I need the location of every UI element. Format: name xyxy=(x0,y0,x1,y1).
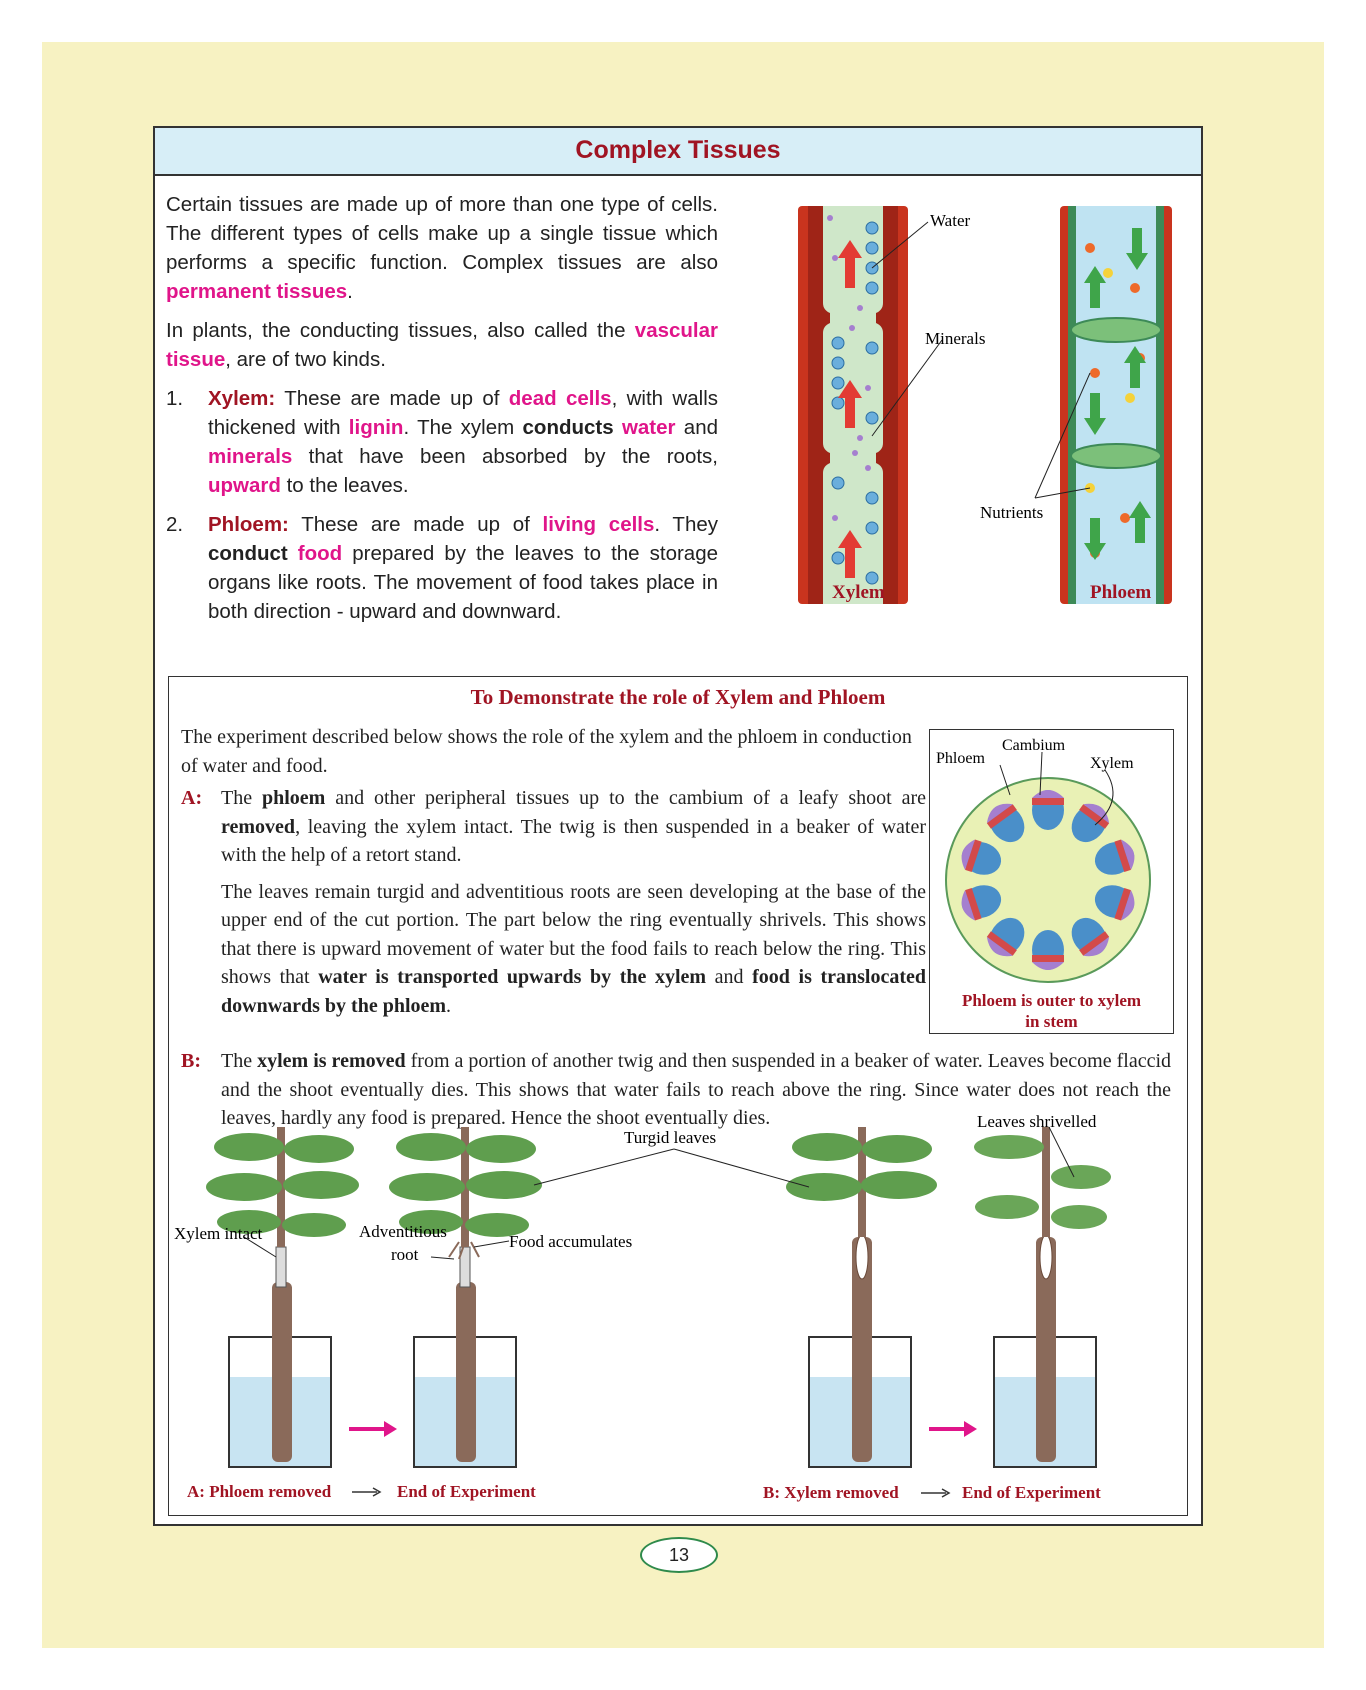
step-a-paragraph-2: The leaves remain turgid and adventitious roots are seen developing at the base of the upper end of the cut portion. The part below the ring eventually shrivels. This shows that there is upward movement of water but the food fails to reach below the ring. This shows that water is transported upwards by the xylem and food is translocated downwards by the phloem. xyxy=(221,880,926,1017)
label-adventitious: Adventitious xyxy=(359,1222,447,1241)
stem-cross-section-diagram xyxy=(930,730,1173,988)
xylem-vessel-diagram xyxy=(798,206,908,604)
caption-a-arrow xyxy=(352,1488,380,1496)
intro-paragraph-2: In plants, the conducting tissues, also called the vascular tissue, are of two kinds. xyxy=(166,319,718,371)
label-xylem: Xylem xyxy=(1090,755,1134,772)
step-a-label: A: xyxy=(181,787,203,809)
label-water: Water xyxy=(930,211,971,230)
step-a xyxy=(181,784,926,1028)
label-phloem: Phloem xyxy=(936,750,985,767)
step-b-paragraph: The xylem is removed from a portion of another twig and then suspended in a beaker of water. Leaves become flaccid and the shoot eventually dies. This shows that water fails to reach above the ring. Since water does not reach the leaves, hardly any food is prepared. Hence the shoot eventually dies. xyxy=(221,1050,1172,1129)
caption-b-arrow xyxy=(921,1489,949,1497)
stem-cross-section-figure xyxy=(929,729,1174,1034)
experiment-illustration xyxy=(169,1107,1187,1507)
label-minerals: Minerals xyxy=(925,329,986,348)
label-root: root xyxy=(391,1245,419,1264)
vascular-tissue-list xyxy=(166,384,718,626)
step-a-paragraph-1: The phloem and other peripheral tissues up to the cambium of a leafy shoot are removed, leaving the xylem intact. The twig is then suspended in a beaker of water with the help of a retort stand. xyxy=(221,787,927,866)
beaker-b-start xyxy=(786,1127,937,1467)
label-food-accumulates: Food accumulates xyxy=(509,1232,633,1251)
list-item-xylem: 1. Xylem: These are made up of dead cells, with walls thickened with lignin. The xylem conducts water and minerals that have been absorbed by the roots, upward to the leaves. xyxy=(166,387,719,497)
label-leaves-shrivelled: Leaves shrivelled xyxy=(977,1112,1097,1131)
label-xylem-intact: Xylem intact xyxy=(174,1224,263,1243)
caption-a-end: End of Experiment xyxy=(397,1482,536,1501)
page-title: Complex Tissues xyxy=(155,128,1201,176)
caption-phloem: Phloem xyxy=(1090,582,1152,603)
list-item-phloem: 2. Phloem: These are made up of living cells. They conduct food prepared by the leaves to the storage organs like roots. The movement of food takes place in both direction - upward and downward. xyxy=(166,513,718,623)
beaker-b-end xyxy=(974,1127,1111,1467)
complex-tissues-panel xyxy=(153,126,1203,1526)
demonstration-title: To Demonstrate the role of Xylem and Phloem xyxy=(470,685,886,709)
caption-a-phloem-removed: A: Phloem removed xyxy=(187,1482,332,1501)
phloem-vessel-diagram xyxy=(1060,206,1172,604)
beaker-a-end xyxy=(389,1127,542,1467)
step-b-label: B: xyxy=(181,1050,201,1072)
label-cambium: Cambium xyxy=(1002,737,1066,754)
caption-b-end: End of Experiment xyxy=(962,1483,1101,1502)
stem-figure-caption: Phloem is outer to xylem in stem xyxy=(961,991,1142,1031)
label-nutrients: Nutrients xyxy=(980,503,1044,522)
intro-paragraph-1: Certain tissues are made up of more than one type of cells. The different types of cells make up a single tissue which performs a specific function. Complex tissues are also permanent tissues. xyxy=(166,193,718,303)
intro-text xyxy=(166,190,718,636)
demonstration-intro: The experiment described below shows the role of the xylem and the phloem in conduction of water and food. xyxy=(181,726,912,777)
caption-xylem: Xylem xyxy=(832,582,885,603)
page-number: 13 xyxy=(640,1537,718,1573)
demonstration-box xyxy=(168,676,1188,1516)
caption-b-xylem-removed: B: Xylem removed xyxy=(763,1483,899,1502)
beaker-a-start xyxy=(206,1127,359,1467)
label-turgid-leaves: Turgid leaves xyxy=(624,1128,717,1147)
